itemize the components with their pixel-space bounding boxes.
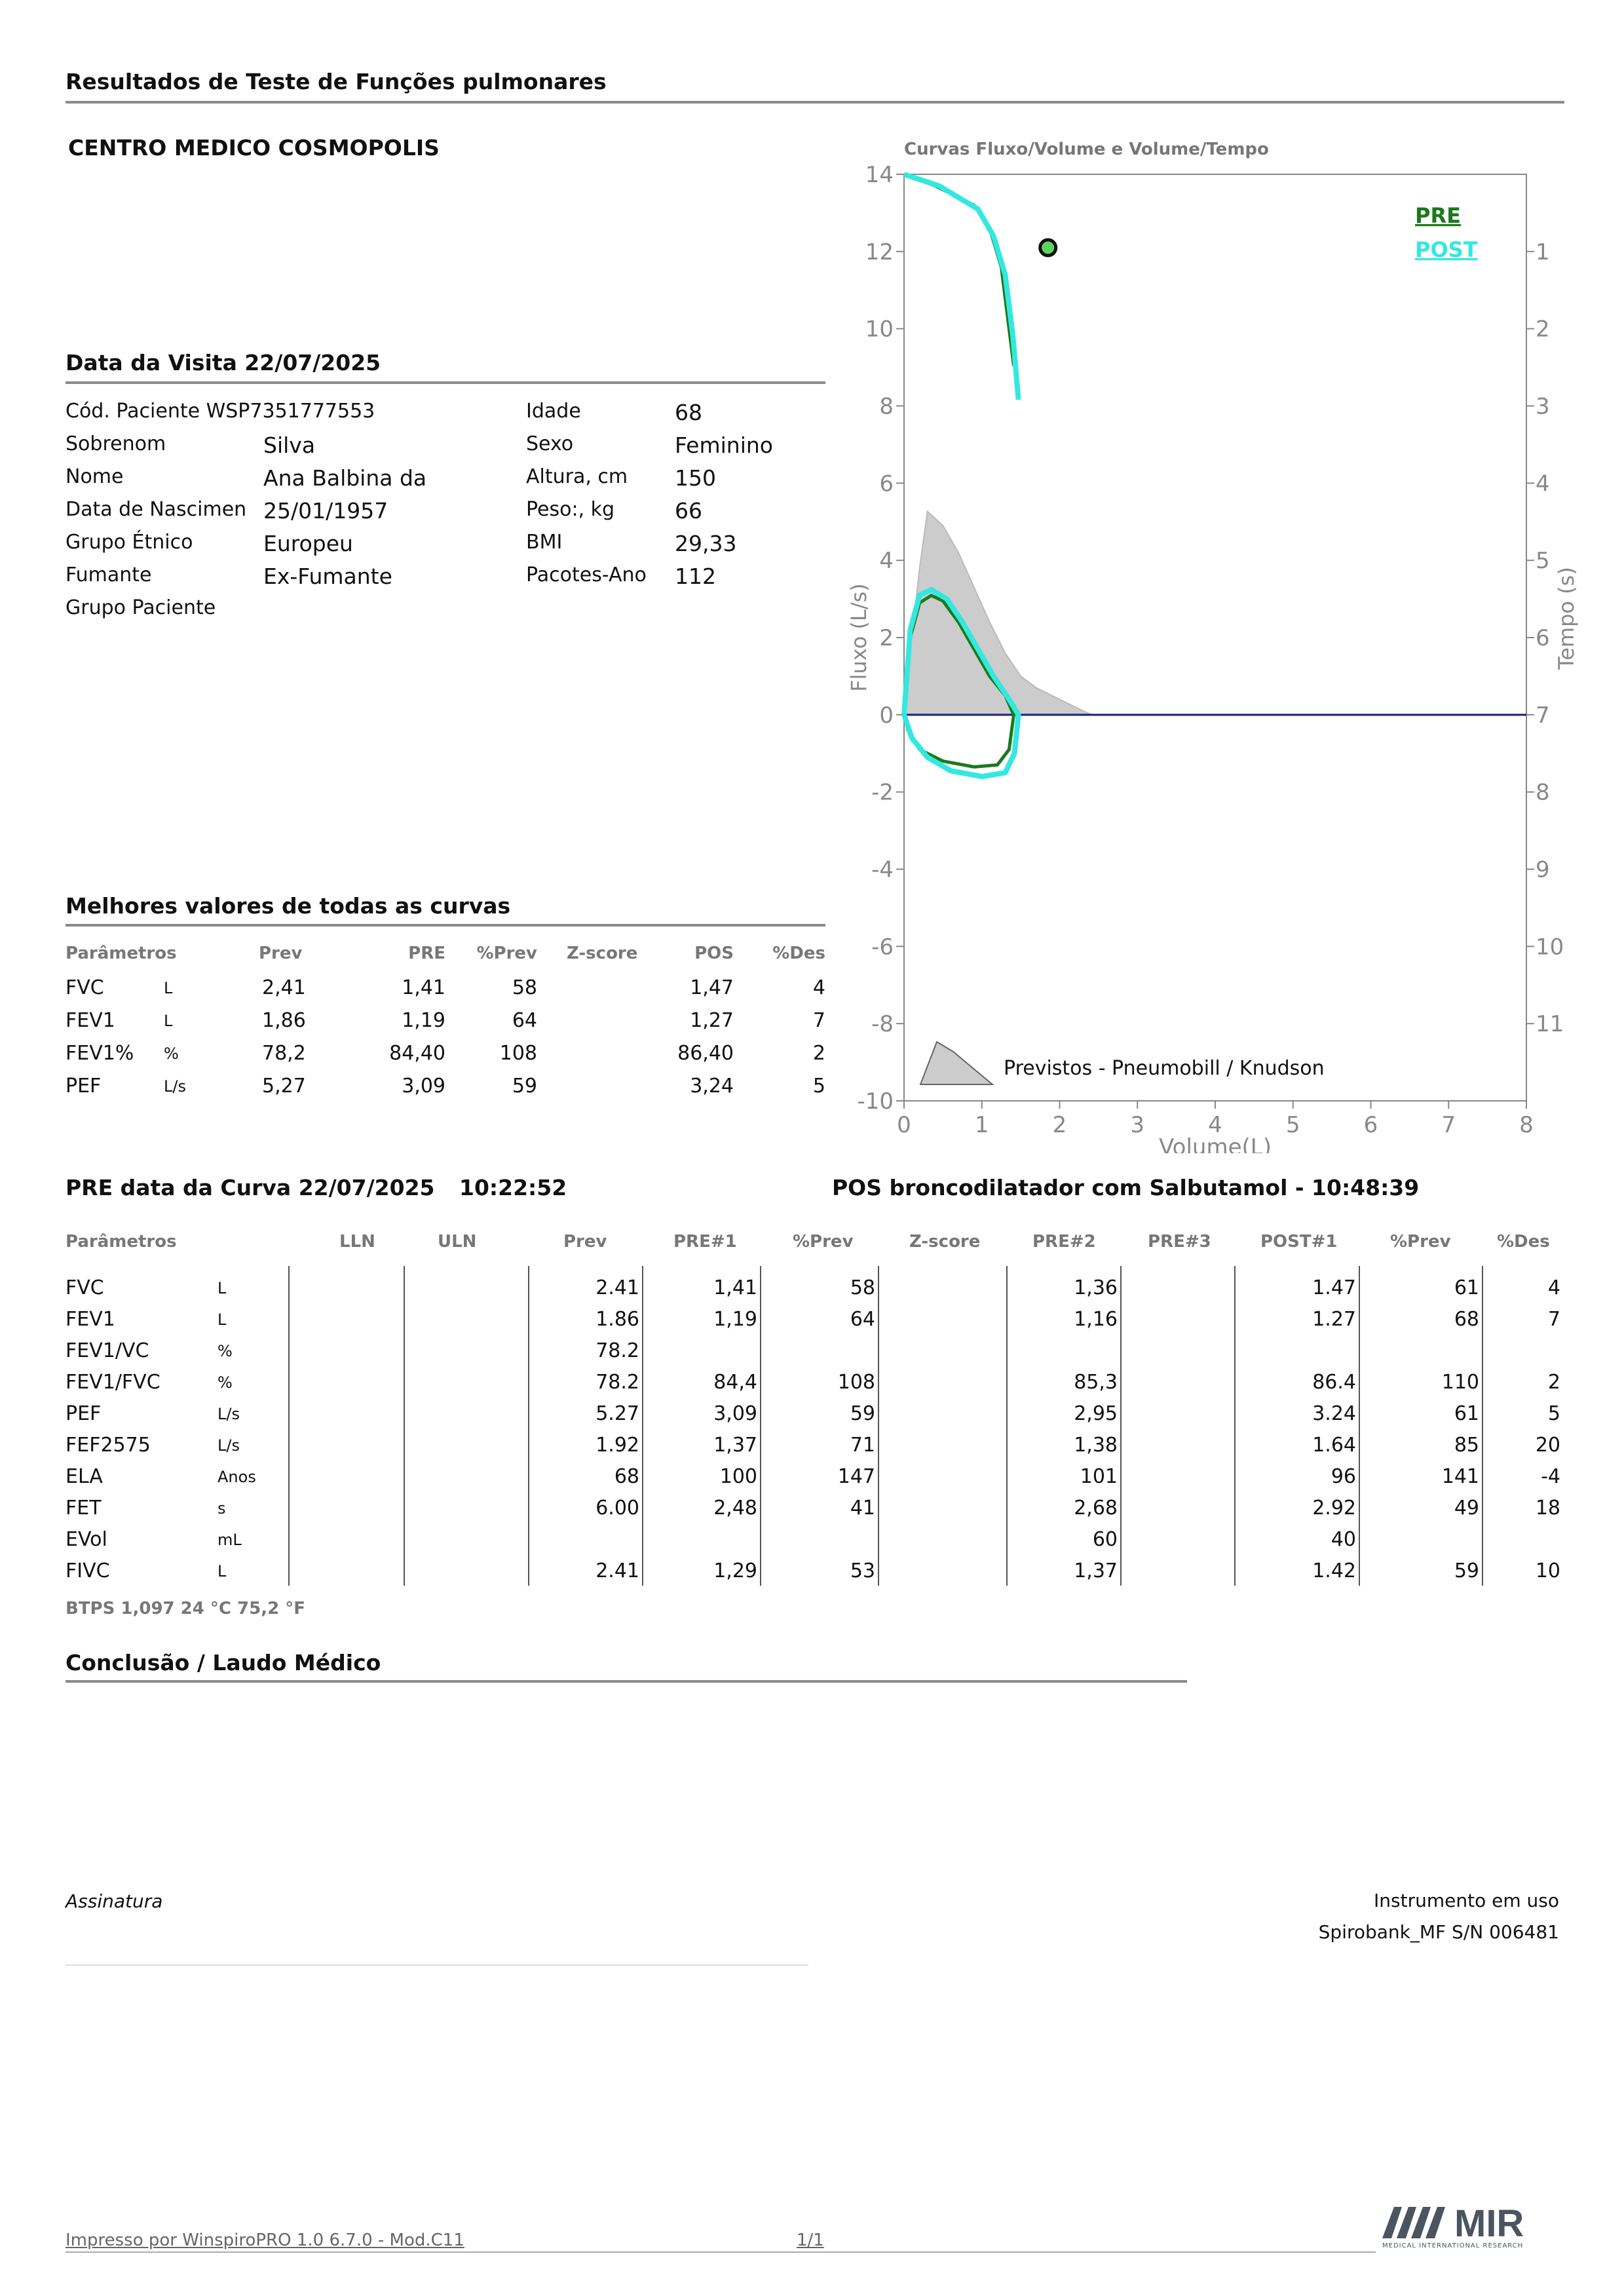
detail-prev: 2.41 — [595, 1276, 639, 1299]
pre-curve-date: 22/07/2025 — [298, 1175, 435, 1200]
detail-pre1: 84,4 — [713, 1371, 757, 1394]
y-tick-label: -8 — [871, 1011, 894, 1038]
conclusion-rule — [66, 1680, 1187, 1683]
detail-pct-des: -4 — [1541, 1465, 1560, 1488]
detail-prev: 78.2 — [595, 1371, 639, 1394]
detail-unit: L — [217, 1279, 227, 1297]
detail-pct-des: 2 — [1547, 1371, 1560, 1394]
detail-param: FVC — [66, 1276, 104, 1299]
detail-pct-des: 18 — [1535, 1497, 1560, 1520]
detail-post-pct-prev: 61 — [1454, 1276, 1479, 1299]
y-tick-label: -4 — [871, 856, 894, 883]
best-pre: 3,09 — [402, 1075, 445, 1098]
visit-date: 22/07/2025 — [244, 350, 381, 375]
y2-tick-label: 4 — [1536, 470, 1550, 497]
series-post-volume-time — [904, 174, 1019, 400]
y2-tick-label: 2 — [1536, 316, 1550, 343]
btps-info: BTPS 1,097 24 °C 75,2 °F — [66, 1599, 306, 1618]
best-prev: 78,2 — [262, 1042, 306, 1065]
patient-id-label: Cód. Paciente WSP7351777553 — [66, 400, 375, 423]
detail-header-post1: POST#1 — [1260, 1232, 1338, 1252]
best-unit: L/s — [164, 1077, 186, 1096]
instrument-value: Spirobank_MF S/N 006481 — [1318, 1921, 1559, 1943]
y-tick-label: 2 — [879, 625, 894, 651]
detail-unit: L — [217, 1562, 227, 1580]
printed-by: Impresso por WinspiroPRO 1.0 6.7.0 - Mod.C11 — [66, 2230, 464, 2250]
ethnic-value: Europeu — [263, 531, 353, 556]
best-pos: 1,47 — [690, 976, 734, 999]
x-tick-label: 0 — [897, 1112, 911, 1138]
detail-header-lln: LLN — [339, 1232, 375, 1252]
detail-pct-prev: 53 — [850, 1559, 875, 1582]
detail-pct-des: 5 — [1547, 1402, 1560, 1425]
footer-rule — [66, 2251, 1376, 2253]
detail-post1: 1.27 — [1312, 1308, 1356, 1331]
detail-pct-prev: 41 — [850, 1497, 875, 1520]
detail-param: FEV1/FVC — [66, 1371, 161, 1394]
best-values-rule — [66, 924, 825, 927]
height-value: 150 — [675, 465, 716, 491]
best-pos: 1,27 — [690, 1009, 734, 1032]
chart-title: Curvas Fluxo/Volume e Volume/Tempo — [904, 140, 1269, 159]
detail-header-pct-prev: %Prev — [793, 1232, 854, 1252]
detail-pct-des: 4 — [1547, 1276, 1560, 1299]
best-param: FEV1% — [66, 1042, 134, 1065]
best-param: FEV1 — [66, 1009, 115, 1032]
detail-prev: 78.2 — [595, 1339, 639, 1362]
detail-pct-des: 20 — [1535, 1434, 1560, 1457]
predicted-legend-label: Previstos - Pneumobill / Knudson — [1004, 1057, 1325, 1080]
best-prev: 1,86 — [262, 1009, 306, 1032]
detail-post1: 40 — [1331, 1528, 1356, 1551]
best-pre: 84,40 — [389, 1042, 445, 1065]
detail-pre2: 1,36 — [1074, 1276, 1118, 1299]
detail-pct-prev: 64 — [850, 1308, 875, 1331]
column-separator — [288, 1266, 290, 1586]
best-unit: L — [164, 979, 173, 997]
detail-pct-des: 10 — [1535, 1559, 1560, 1582]
pack-years-value: 112 — [675, 564, 716, 589]
instrument-label: Instrumento em uso — [1374, 1890, 1559, 1911]
conclusion-title: Conclusão / Laudo Médico — [66, 1650, 381, 1675]
column-separator — [1120, 1266, 1122, 1586]
y2-axis-label: Tempo (s) — [1554, 567, 1579, 670]
detail-prev: 1.92 — [595, 1434, 639, 1457]
detail-param: ELA — [66, 1465, 103, 1488]
name-label: Nome — [66, 465, 124, 488]
detail-pre2: 1,37 — [1074, 1559, 1118, 1582]
detail-pct-prev: 71 — [850, 1434, 875, 1457]
y-tick-label: -2 — [871, 779, 894, 806]
y-tick-label: -10 — [857, 1088, 894, 1115]
detail-pct-prev: 59 — [850, 1402, 875, 1425]
flow-volume-chart — [839, 131, 1585, 1153]
y-tick-label: 4 — [879, 548, 894, 575]
post-curve-title: POS broncodilatador com Salbutamol - 10:48:39 — [832, 1175, 1420, 1200]
detail-param: FEF2575 — [66, 1434, 151, 1457]
mir-logo-tagline: MEDICAL INTERNATIONAL RESEARCH — [1382, 2242, 1524, 2249]
y-tick-label: 12 — [865, 239, 894, 265]
predicted-legend-icon — [920, 1042, 992, 1084]
birthdate-label: Data de Nascimen — [66, 498, 247, 521]
y-tick-label: -6 — [871, 934, 894, 961]
mir-logo-text: MIR — [1454, 2202, 1524, 2245]
detail-header-zscore: Z-score — [909, 1232, 981, 1252]
detail-header-prev: Prev — [563, 1232, 607, 1252]
end-marker — [1040, 240, 1056, 256]
age-value: 68 — [675, 400, 702, 425]
detail-pre1: 1,29 — [713, 1559, 757, 1582]
detail-header-uln: ULN — [438, 1232, 477, 1252]
best-header-prev: Prev — [259, 944, 303, 963]
best-pct-prev: 64 — [512, 1009, 537, 1032]
x-tick-label: 3 — [1130, 1112, 1145, 1138]
detail-pre2: 60 — [1092, 1528, 1118, 1551]
pre-curve-title — [66, 1175, 567, 1200]
y2-tick-label: 8 — [1536, 779, 1550, 806]
best-header-pos: POS — [694, 944, 734, 963]
pack-years-label: Pacotes-Ano — [526, 564, 647, 586]
detail-unit: L — [217, 1311, 227, 1329]
best-pct-des: 4 — [812, 976, 825, 999]
detail-post-pct-prev: 49 — [1454, 1497, 1479, 1520]
detail-header-pct-des: %Des — [1497, 1232, 1550, 1252]
detail-pre1: 100 — [719, 1465, 757, 1488]
best-pre: 1,19 — [402, 1009, 445, 1032]
detail-header-params: Parâmetros — [66, 1232, 177, 1252]
best-unit: % — [164, 1044, 179, 1063]
x-tick-label: 6 — [1363, 1112, 1378, 1138]
detail-post1: 1.47 — [1312, 1276, 1356, 1299]
y2-tick-label: 10 — [1536, 934, 1564, 961]
y2-tick-label: 9 — [1536, 856, 1550, 883]
detail-pre2: 85,3 — [1074, 1371, 1118, 1394]
detail-param: FEV1/VC — [66, 1339, 149, 1362]
pre-curve-time: 10:22:52 — [459, 1175, 567, 1200]
detail-param: FET — [66, 1497, 102, 1520]
y2-tick-label: 5 — [1536, 548, 1550, 575]
detail-pct-prev: 147 — [837, 1465, 875, 1488]
mir-logo-mark — [1382, 2204, 1454, 2241]
detail-pre1: 3,09 — [713, 1402, 757, 1425]
detail-param: FIVC — [66, 1559, 110, 1582]
best-pct-prev: 108 — [499, 1042, 537, 1065]
column-separator — [878, 1266, 879, 1586]
y-axis-label: Fluxo (L/s) — [846, 583, 871, 692]
detail-prev: 6.00 — [595, 1497, 639, 1520]
y2-tick-label: 1 — [1536, 239, 1550, 265]
y-tick-label: 10 — [865, 316, 894, 343]
detail-prev: 2.41 — [595, 1559, 639, 1582]
birthdate-value: 25/01/1957 — [263, 498, 388, 524]
visit-label: Data da Visita — [66, 350, 237, 375]
detail-pre2: 101 — [1080, 1465, 1118, 1488]
flow-volume-svg — [839, 131, 1585, 1153]
detail-post1: 3.24 — [1312, 1402, 1356, 1425]
y2-tick-label: 6 — [1536, 625, 1550, 651]
clinic-name: CENTRO MEDICO COSMOPOLIS — [68, 135, 440, 161]
best-prev: 5,27 — [262, 1075, 306, 1098]
best-pos: 3,24 — [690, 1075, 734, 1098]
surname-value: Silva — [263, 432, 316, 458]
y-tick-label: 6 — [879, 470, 894, 497]
detail-post-pct-prev: 110 — [1441, 1371, 1479, 1394]
ethnic-label: Grupo Étnico — [66, 531, 193, 554]
pre-curve-label: PRE data da Curva — [66, 1175, 292, 1200]
x-tick-label: 7 — [1441, 1112, 1456, 1138]
bmi-label: BMI — [526, 531, 563, 554]
detail-post-pct-prev: 61 — [1454, 1402, 1479, 1425]
best-param: FVC — [66, 976, 104, 999]
detail-pre1: 1,41 — [713, 1276, 757, 1299]
page-number: 1/1 — [797, 2230, 824, 2250]
detail-post1: 86.4 — [1312, 1371, 1356, 1394]
x-tick-label: 2 — [1052, 1112, 1067, 1138]
best-pct-prev: 58 — [512, 976, 537, 999]
visit-rule — [66, 381, 825, 384]
detail-pre2: 1,38 — [1074, 1434, 1118, 1457]
detail-post-pct-prev: 141 — [1441, 1465, 1479, 1488]
series-pre-volume-time — [904, 174, 1013, 366]
detail-unit: L/s — [217, 1436, 240, 1455]
best-pct-prev: 59 — [512, 1075, 537, 1098]
x-tick-label: 8 — [1519, 1112, 1534, 1138]
visit-title — [66, 350, 381, 375]
detail-pre2: 2,68 — [1074, 1497, 1118, 1520]
mir-logo — [1382, 2202, 1566, 2254]
detail-prev: 1.86 — [595, 1308, 639, 1331]
best-header-pct-prev: %Prev — [476, 944, 537, 963]
best-pct-des: 5 — [812, 1075, 825, 1098]
detail-unit: L/s — [217, 1405, 240, 1423]
detail-post1: 96 — [1331, 1465, 1356, 1488]
signature-label: Assinatura — [66, 1890, 163, 1912]
patient-group-label: Grupo Paciente — [66, 596, 216, 619]
detail-unit: s — [217, 1499, 226, 1518]
smoker-label: Fumante — [66, 564, 152, 586]
x-tick-label: 5 — [1285, 1112, 1300, 1138]
best-pct-des: 7 — [812, 1009, 825, 1032]
best-header-pre: PRE — [408, 944, 445, 963]
sex-label: Sexo — [526, 432, 574, 455]
detail-post1: 2.92 — [1312, 1497, 1356, 1520]
weight-label: Peso:, kg — [526, 498, 615, 521]
detail-post-pct-prev: 85 — [1454, 1434, 1479, 1457]
detail-pre1: 1,19 — [713, 1308, 757, 1331]
sex-value: Feminino — [675, 432, 773, 458]
detail-unit: mL — [217, 1531, 242, 1549]
detail-pct-des: 7 — [1547, 1308, 1560, 1331]
report-title: Resultados de Teste de Funções pulmonares — [66, 69, 607, 94]
best-pct-des: 2 — [812, 1042, 825, 1065]
header-rule — [66, 101, 1564, 104]
detail-header-pre3: PRE#3 — [1148, 1232, 1211, 1252]
detail-pre1: 2,48 — [713, 1497, 757, 1520]
detail-post-pct-prev: 68 — [1454, 1308, 1479, 1331]
y2-tick-label: 7 — [1536, 702, 1550, 729]
detail-pre2: 2,95 — [1074, 1402, 1118, 1425]
best-header-pct-des: %Des — [772, 944, 825, 963]
detail-prev: 68 — [614, 1465, 639, 1488]
x-axis-label: Volume(L) — [1159, 1134, 1272, 1153]
x-tick-label: 1 — [974, 1112, 989, 1138]
detail-pre1: 1,37 — [713, 1434, 757, 1457]
detail-param: FEV1 — [66, 1308, 115, 1331]
detail-post1: 1.64 — [1312, 1434, 1356, 1457]
detail-pre2: 1,16 — [1074, 1308, 1118, 1331]
signature-line — [66, 1964, 808, 1966]
x-tick-label: 4 — [1208, 1112, 1222, 1138]
best-header-zscore: Z-score — [567, 944, 638, 963]
surname-label: Sobrenom — [66, 432, 166, 455]
best-values-title: Melhores valores de todas as curvas — [66, 893, 511, 919]
detail-prev: 5.27 — [595, 1402, 639, 1425]
best-prev: 2,41 — [262, 976, 306, 999]
y-tick-label: 8 — [879, 393, 894, 420]
best-pre: 1,41 — [402, 976, 445, 999]
smoker-value: Ex-Fumante — [263, 564, 392, 589]
best-pos: 86,40 — [677, 1042, 734, 1065]
detail-pct-prev: 58 — [850, 1276, 875, 1299]
y2-tick-label: 11 — [1536, 1011, 1564, 1038]
bmi-value: 29,33 — [675, 531, 737, 556]
column-separator — [404, 1266, 405, 1586]
name-value: Ana Balbina da — [263, 465, 427, 491]
best-header-params: Parâmetros — [66, 944, 177, 963]
detail-post1: 1.42 — [1312, 1559, 1356, 1582]
detail-param: PEF — [66, 1402, 102, 1425]
best-unit: L — [164, 1012, 173, 1030]
detail-header-pre1: PRE#1 — [673, 1232, 737, 1252]
detail-unit: % — [217, 1342, 233, 1360]
legend-post: POST — [1415, 237, 1478, 262]
y2-tick-label: 3 — [1536, 393, 1550, 420]
y-tick-label: 0 — [879, 702, 894, 729]
best-param: PEF — [66, 1075, 102, 1098]
height-label: Altura, cm — [526, 465, 628, 488]
detail-param: EVol — [66, 1528, 107, 1551]
detail-post-pct-prev: 59 — [1454, 1559, 1479, 1582]
detail-unit: % — [217, 1373, 233, 1392]
detail-pct-prev: 108 — [837, 1371, 875, 1394]
detail-unit: Anos — [217, 1468, 256, 1486]
weight-value: 66 — [675, 498, 702, 524]
legend-pre: PRE — [1415, 203, 1461, 228]
detail-header-pre2: PRE#2 — [1032, 1232, 1096, 1252]
age-label: Idade — [526, 400, 581, 423]
detail-header-post-pct-prev: %Prev — [1390, 1232, 1451, 1252]
y-tick-label: 14 — [865, 162, 894, 188]
